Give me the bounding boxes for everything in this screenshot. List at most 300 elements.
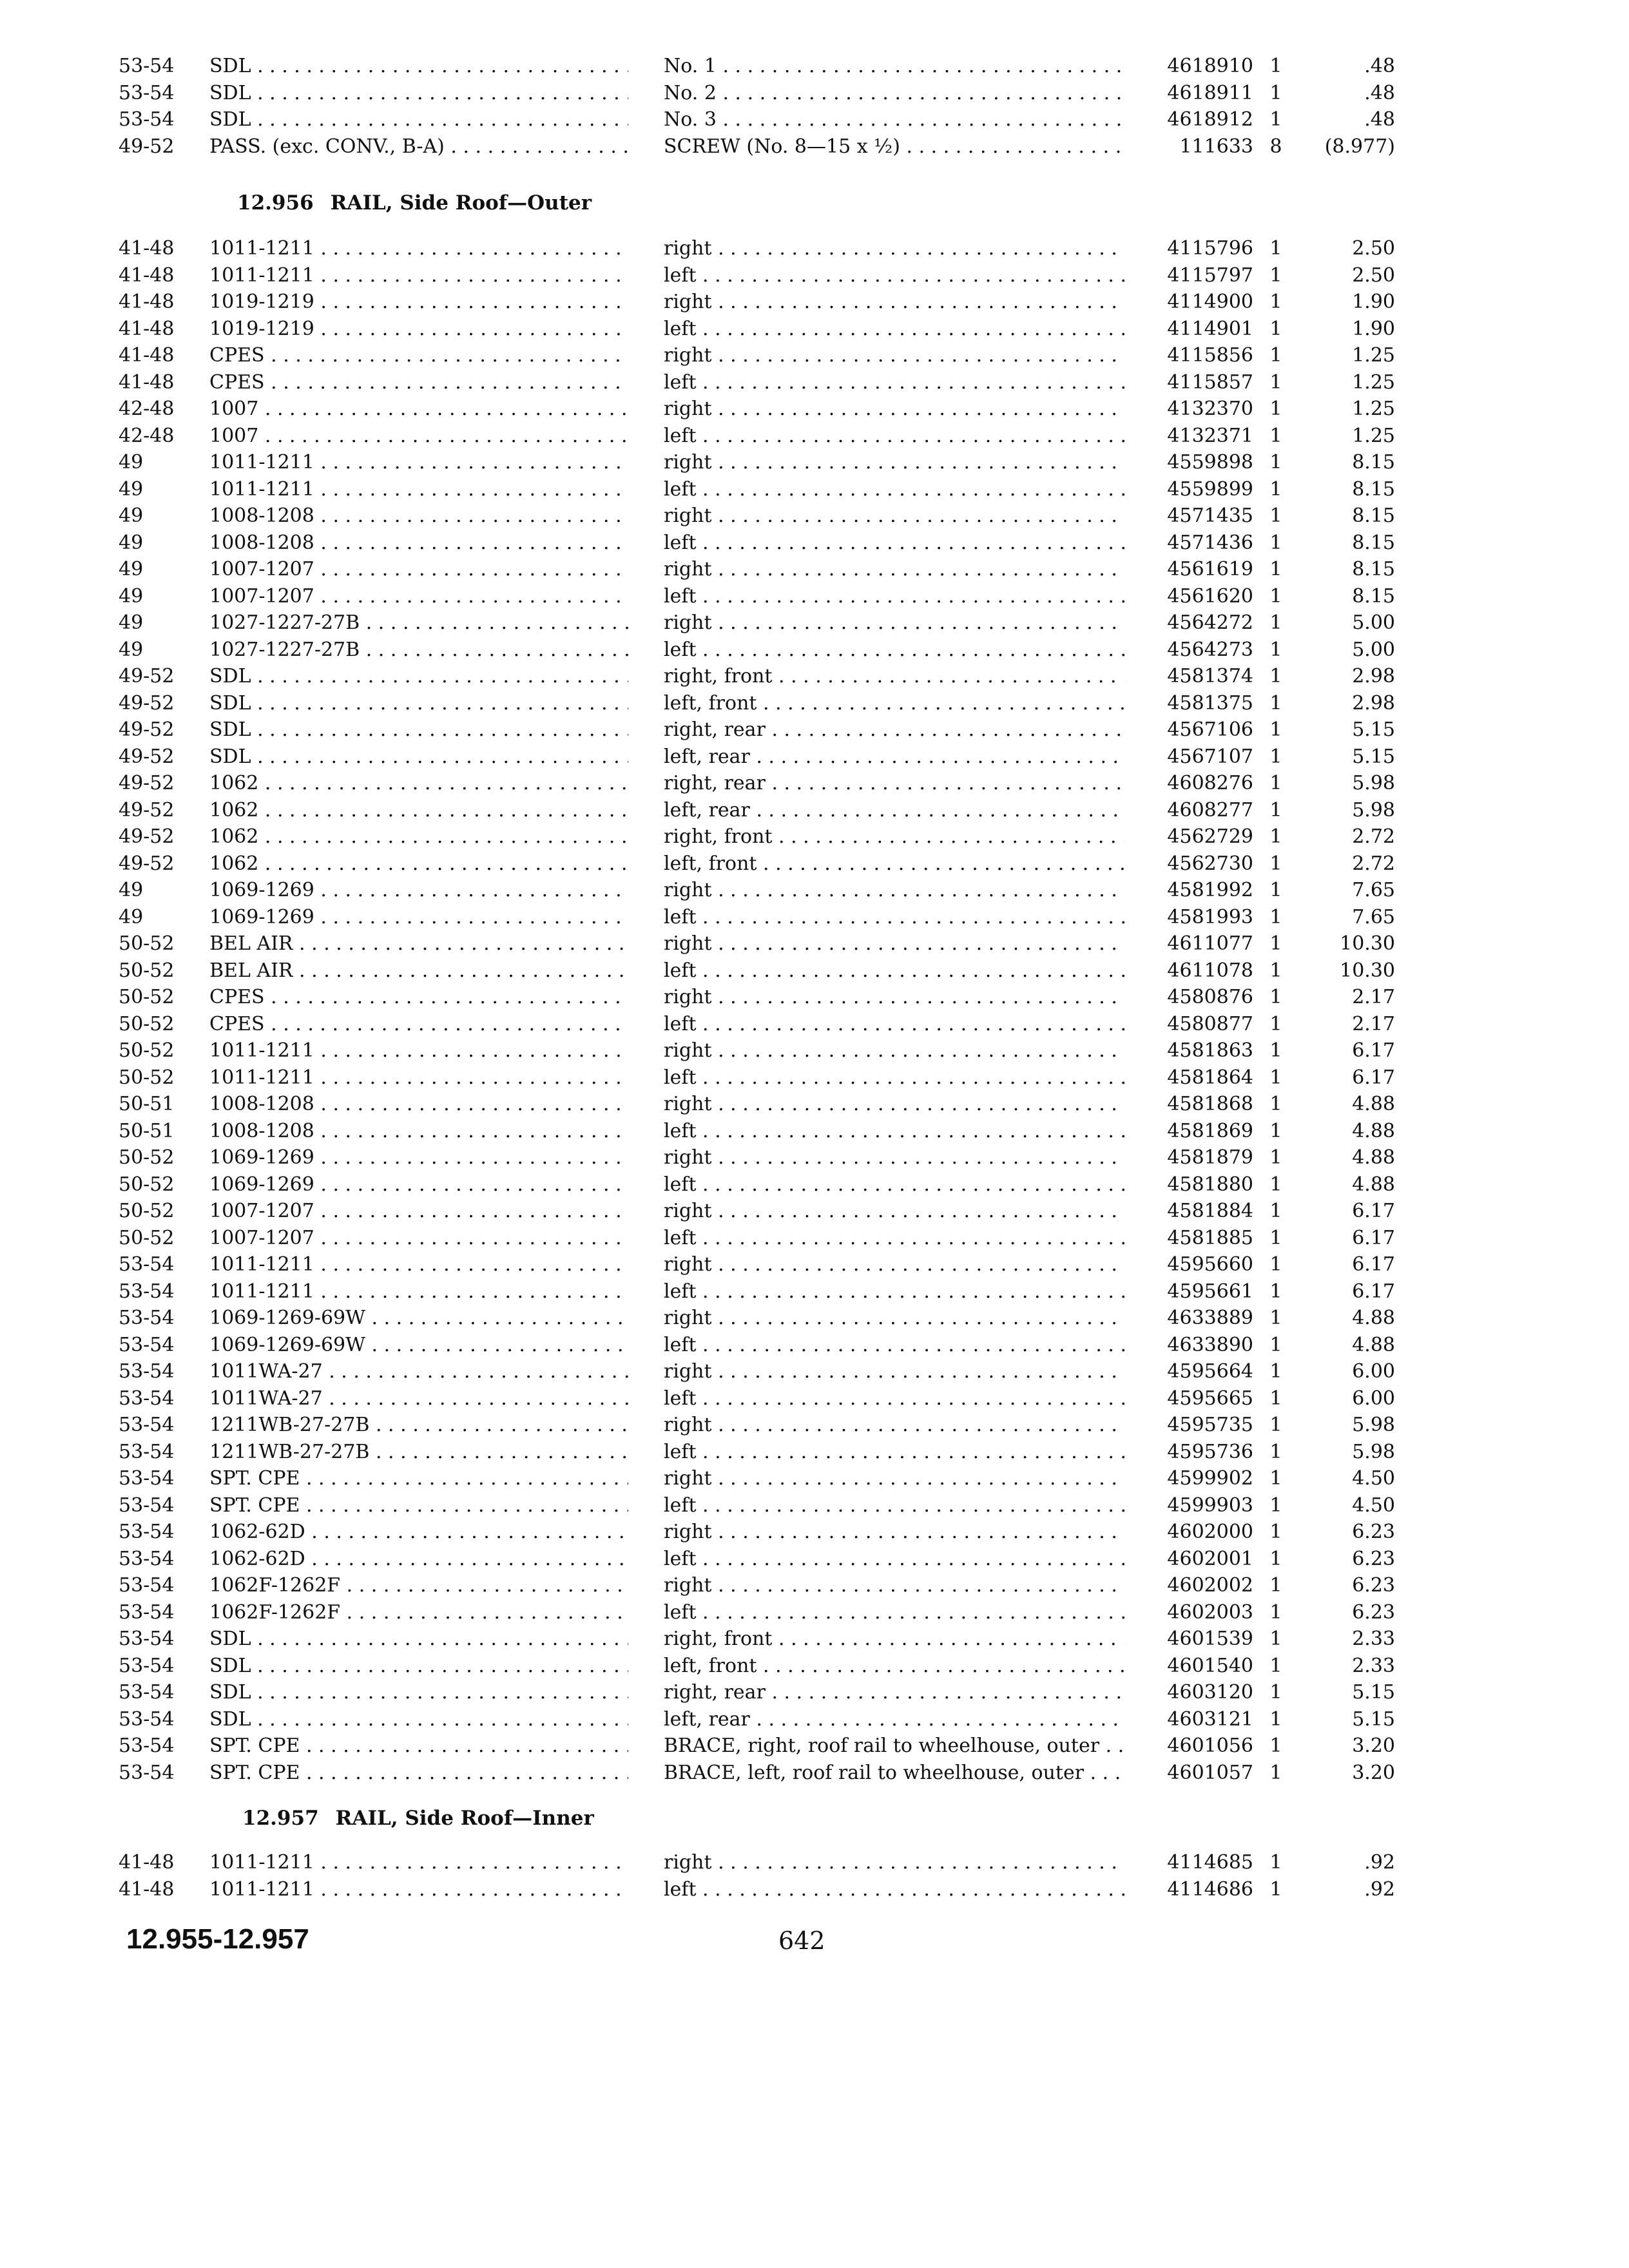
model-cell: CPES . . . [209, 369, 628, 396]
quantity-cell: 1 [1269, 959, 1282, 982]
description-cell: left . . . [664, 1385, 1124, 1412]
price-cell: 6.23 [1352, 1521, 1395, 1543]
description-cell: left . . . [664, 1011, 1124, 1038]
quantity-cell: 1 [1269, 398, 1282, 420]
year-cell: 49 [119, 584, 144, 608]
quantity-cell: 1 [1269, 1707, 1282, 1731]
quantity-cell: 1 [1269, 638, 1282, 661]
quantity-cell: 1 [1269, 531, 1282, 554]
description-cell: left . . . [664, 1225, 1124, 1252]
description-cell: left . . . [664, 1492, 1124, 1519]
quantity-cell: 1 [1269, 237, 1282, 260]
part-number-cell: 4618912 [1167, 108, 1253, 131]
description-cell: left, rear . . . [664, 744, 1124, 771]
quantity-cell: 1 [1269, 1574, 1282, 1597]
year-cell: 49 [119, 451, 144, 474]
part-number-cell: 4581374 [1167, 665, 1253, 687]
inner-rows [0, 1849, 1629, 1903]
price-cell: 1.25 [1352, 344, 1395, 367]
price-cell: 5.98 [1352, 798, 1395, 822]
table-row [0, 1760, 1629, 1787]
section-title: RAIL, Side Roof—Inner [335, 1807, 594, 1830]
quantity-cell: 1 [1269, 1119, 1282, 1142]
price-cell: 5.00 [1352, 638, 1395, 661]
quantity-cell: 1 [1269, 1039, 1282, 1062]
quantity-cell: 1 [1269, 370, 1282, 394]
part-number-cell: 4581880 [1167, 1173, 1253, 1196]
year-cell: 50-51 [119, 1119, 175, 1142]
part-number-cell: 4564273 [1167, 638, 1253, 661]
table-row [0, 262, 1629, 289]
year-cell: 53-54 [119, 108, 175, 131]
part-number-cell: 4633889 [1167, 1307, 1253, 1329]
price-cell: 6.17 [1352, 1253, 1395, 1276]
year-cell: 41-48 [119, 237, 175, 260]
description-cell: right . . . [664, 984, 1124, 1011]
description-cell: left . . . [664, 1439, 1124, 1466]
part-number-cell: 4114686 [1167, 1878, 1253, 1901]
part-number-cell: 4567106 [1167, 718, 1253, 741]
section-title: RAIL, Side Roof—Outer [330, 191, 592, 215]
section-heading-outer [237, 191, 592, 215]
description-cell: left . . . [664, 1171, 1124, 1198]
year-cell: 53-54 [119, 55, 175, 77]
description-cell: left . . . [664, 1118, 1124, 1145]
model-cell: 1008-1208 . . . [209, 1118, 628, 1145]
price-cell: 5.98 [1352, 772, 1395, 794]
model-cell: 1011-1211 . . . [209, 1251, 628, 1278]
part-number-cell: 4602002 [1167, 1574, 1253, 1597]
year-cell: 49-52 [119, 665, 175, 687]
price-cell: 7.65 [1352, 879, 1395, 901]
quantity-cell: 1 [1269, 905, 1282, 928]
year-cell: 49 [119, 477, 144, 501]
part-number-cell: 4595736 [1167, 1440, 1253, 1463]
description-cell: No. 2 . . . [664, 80, 1124, 107]
model-cell: 1069-1269 . . . [209, 1171, 628, 1198]
year-cell: 49-52 [119, 772, 175, 794]
description-cell: left . . . [664, 1546, 1124, 1573]
year-cell: 49-52 [119, 825, 175, 848]
table-row [0, 503, 1629, 530]
description-cell: left . . . [664, 583, 1124, 610]
price-cell: 5.00 [1352, 611, 1395, 634]
model-cell: 1062 . . . [209, 797, 628, 824]
price-cell: 3.20 [1352, 1735, 1395, 1757]
model-cell: 1211WB-27-27B . . . [209, 1439, 628, 1466]
table-row [0, 1599, 1629, 1626]
table-row [0, 1626, 1629, 1653]
table-row [0, 106, 1629, 133]
model-cell: PASS. (exc. CONV., B-A) . . . [209, 133, 628, 160]
table-row [0, 1706, 1629, 1733]
section-number: 12.956 [237, 191, 314, 215]
part-number-cell: 4595660 [1167, 1253, 1253, 1276]
model-cell: SDL . . . [209, 1626, 628, 1653]
part-number-cell: 4581993 [1167, 905, 1253, 928]
quantity-cell: 1 [1269, 291, 1282, 313]
year-cell: 49 [119, 905, 144, 928]
part-number-cell: 4599902 [1167, 1467, 1253, 1490]
table-row [0, 1198, 1629, 1225]
quantity-cell: 1 [1269, 745, 1282, 768]
part-number-cell: 4601540 [1167, 1654, 1253, 1677]
price-cell: 8.15 [1352, 558, 1395, 581]
table-row [0, 957, 1629, 985]
year-cell: 50-52 [119, 1226, 175, 1249]
quantity-cell: 1 [1269, 718, 1282, 741]
part-number-cell: 4603121 [1167, 1707, 1253, 1731]
description-cell: right . . . [664, 342, 1124, 369]
part-number-cell: 4601539 [1167, 1628, 1253, 1650]
price-cell: 10.30 [1340, 932, 1395, 955]
part-number-cell: 4581884 [1167, 1200, 1253, 1222]
table-row [0, 1876, 1629, 1903]
year-cell: 53-54 [119, 1307, 175, 1329]
table-row [0, 1118, 1629, 1145]
year-cell: 49-52 [119, 691, 175, 715]
section-heading-inner [242, 1807, 594, 1830]
price-cell: 5.15 [1352, 1681, 1395, 1704]
description-cell: left, rear . . . [664, 797, 1124, 824]
part-number-cell: 4571435 [1167, 505, 1253, 527]
year-cell: 50-52 [119, 1173, 175, 1196]
price-cell: 5.15 [1352, 1707, 1395, 1731]
year-cell: 53-54 [119, 1387, 175, 1410]
part-number-cell: 4633890 [1167, 1333, 1253, 1356]
quantity-cell: 1 [1269, 1333, 1282, 1356]
quantity-cell: 1 [1269, 584, 1282, 608]
model-cell: 1011-1211 . . . [209, 1037, 628, 1064]
part-number-cell: 4561620 [1167, 584, 1253, 608]
model-cell: 1019-1219 . . . [209, 289, 628, 316]
price-cell: 2.33 [1352, 1628, 1395, 1650]
year-cell: 41-48 [119, 317, 175, 340]
description-cell: left . . . [664, 369, 1124, 396]
model-cell: 1062 . . . [209, 823, 628, 850]
table-row [0, 1849, 1629, 1876]
price-cell: 8.15 [1352, 531, 1395, 554]
part-number-cell: 4602000 [1167, 1521, 1253, 1543]
price-cell: 6.23 [1352, 1574, 1395, 1597]
year-cell: 53-54 [119, 1333, 175, 1356]
description-cell: right . . . [664, 877, 1124, 904]
table-row [0, 1492, 1629, 1519]
part-number-cell: 4567107 [1167, 745, 1253, 768]
year-cell: 53-54 [119, 1494, 175, 1517]
description-cell: No. 1 . . . [664, 53, 1124, 80]
description-cell: right, rear . . . [664, 1679, 1124, 1706]
year-cell: 53-54 [119, 1414, 175, 1436]
quantity-cell: 1 [1269, 798, 1282, 822]
year-cell: 53-54 [119, 1440, 175, 1463]
description-cell: right . . . [664, 1358, 1124, 1385]
quantity-cell: 1 [1269, 505, 1282, 527]
year-cell: 50-52 [119, 932, 175, 955]
price-cell: 3.20 [1352, 1761, 1395, 1784]
price-cell: 1.25 [1352, 370, 1395, 394]
price-cell: 4.88 [1352, 1173, 1395, 1196]
table-row [0, 984, 1629, 1011]
model-cell: SDL . . . [209, 716, 628, 744]
table-row [0, 449, 1629, 476]
table-row [0, 1171, 1629, 1198]
part-number-cell: 4571436 [1167, 531, 1253, 554]
price-cell: 5.98 [1352, 1440, 1395, 1463]
quantity-cell: 1 [1269, 317, 1282, 340]
description-cell: right . . . [664, 930, 1124, 957]
year-cell: 53-54 [119, 81, 175, 104]
price-cell: 2.50 [1352, 264, 1395, 287]
description-cell: left . . . [664, 957, 1124, 985]
part-number-cell: 4115796 [1167, 237, 1253, 260]
quantity-cell: 1 [1269, 1360, 1282, 1383]
price-cell: .92 [1364, 1878, 1395, 1901]
part-number-cell: 4132370 [1167, 398, 1253, 420]
table-row [0, 1332, 1629, 1359]
quantity-cell: 1 [1269, 691, 1282, 715]
description-cell: left . . . [664, 1064, 1124, 1091]
year-cell: 50-52 [119, 1066, 175, 1089]
model-cell: SPT. CPE . . . [209, 1760, 628, 1787]
price-cell: 1.25 [1352, 398, 1395, 420]
price-cell: 10.30 [1340, 959, 1395, 982]
quantity-cell: 1 [1269, 1735, 1282, 1757]
description-cell: right . . . [664, 610, 1124, 637]
model-cell: 1062F-1262F . . . [209, 1572, 628, 1599]
section-number: 12.957 [242, 1807, 319, 1830]
description-cell: right . . . [664, 1091, 1124, 1118]
table-row [0, 476, 1629, 503]
price-cell: 6.00 [1352, 1360, 1395, 1383]
table-row [0, 53, 1629, 80]
table-row [0, 1358, 1629, 1385]
price-cell: 8.15 [1352, 477, 1395, 501]
model-cell: SDL . . . [209, 690, 628, 717]
model-cell: 1007 . . . [209, 396, 628, 423]
description-cell: left . . . [664, 262, 1124, 289]
description-cell: left . . . [664, 637, 1124, 664]
quantity-cell: 1 [1269, 264, 1282, 287]
description-cell: left . . . [664, 316, 1124, 343]
quantity-cell: 1 [1269, 611, 1282, 634]
description-cell: right . . . [664, 1412, 1124, 1439]
description-cell: right, rear . . . [664, 770, 1124, 797]
table-row [0, 1037, 1629, 1064]
year-cell: 50-52 [119, 986, 175, 1008]
part-number-cell: 4559899 [1167, 477, 1253, 501]
model-cell: 1011-1211 . . . [209, 235, 628, 262]
model-cell: CPES . . . [209, 342, 628, 369]
price-cell: 2.98 [1352, 691, 1395, 715]
model-cell: 1069-1269 . . . [209, 877, 628, 904]
part-number-cell: 4618911 [1167, 81, 1253, 104]
table-row [0, 556, 1629, 583]
quantity-cell: 1 [1269, 1494, 1282, 1517]
quantity-cell: 1 [1269, 932, 1282, 955]
quantity-cell: 1 [1269, 1253, 1282, 1276]
price-cell: 4.88 [1352, 1146, 1395, 1169]
year-cell: 53-54 [119, 1761, 175, 1784]
model-cell: SDL . . . [209, 663, 628, 690]
part-number-cell: 4564272 [1167, 611, 1253, 634]
quantity-cell: 1 [1269, 1414, 1282, 1436]
year-cell: 50-52 [119, 1146, 175, 1169]
price-cell: 2.50 [1352, 237, 1395, 260]
table-row [0, 423, 1629, 450]
price-cell: 4.88 [1352, 1333, 1395, 1356]
part-number-cell: 4581869 [1167, 1119, 1253, 1142]
part-number-cell: 4602001 [1167, 1547, 1253, 1570]
model-cell: 1069-1269-69W . . . [209, 1305, 628, 1332]
year-cell: 50-52 [119, 1039, 175, 1062]
part-number-cell: 4114901 [1167, 317, 1253, 340]
description-cell: right . . . [664, 1572, 1124, 1599]
price-cell: 8.15 [1352, 505, 1395, 527]
table-row [0, 80, 1629, 107]
model-cell: 1011-1211 . . . [209, 1849, 628, 1876]
year-cell: 49 [119, 505, 144, 527]
model-cell: 1069-1269-69W . . . [209, 1332, 628, 1359]
year-cell: 41-48 [119, 1851, 175, 1874]
model-cell: CPES . . . [209, 1011, 628, 1038]
year-cell: 41-48 [119, 264, 175, 287]
quantity-cell: 1 [1269, 852, 1282, 875]
part-number-cell: 4602003 [1167, 1600, 1253, 1624]
quantity-cell: 1 [1269, 1226, 1282, 1249]
part-number-cell: 4599903 [1167, 1494, 1253, 1517]
quantity-cell: 1 [1269, 1851, 1282, 1874]
description-cell: left . . . [664, 476, 1124, 503]
year-cell: 50-52 [119, 959, 175, 982]
model-cell: 1211WB-27-27B . . . [209, 1412, 628, 1439]
table-row [0, 930, 1629, 957]
year-cell: 53-54 [119, 1467, 175, 1490]
model-cell: 1069-1269 . . . [209, 1144, 628, 1171]
model-cell: SDL . . . [209, 1679, 628, 1706]
year-cell: 53-54 [119, 1681, 175, 1704]
part-number-cell: 4608277 [1167, 798, 1253, 822]
year-cell: 49 [119, 638, 144, 661]
description-cell: right, front . . . [664, 663, 1124, 690]
table-row [0, 1439, 1629, 1466]
quantity-cell: 1 [1269, 1600, 1282, 1624]
description-cell: left . . . [664, 1332, 1124, 1359]
part-number-cell: 4608276 [1167, 772, 1253, 794]
price-cell: 6.17 [1352, 1066, 1395, 1089]
description-cell: right . . . [664, 235, 1124, 262]
model-cell: SDL . . . [209, 744, 628, 771]
price-cell: 2.17 [1352, 1012, 1395, 1035]
table-row [0, 1653, 1629, 1680]
price-cell: 6.17 [1352, 1280, 1395, 1303]
price-cell: .48 [1364, 108, 1395, 131]
model-cell: 1011WA-27 . . . [209, 1385, 628, 1412]
description-cell: No. 3 . . . [664, 106, 1124, 133]
year-cell: 53-54 [119, 1707, 175, 1731]
price-cell: 7.65 [1352, 905, 1395, 928]
table-row [0, 904, 1629, 931]
description-cell: left . . . [664, 423, 1124, 450]
price-cell: 4.50 [1352, 1467, 1395, 1490]
quantity-cell: 1 [1269, 344, 1282, 367]
model-cell: 1027-1227-27B . . . [209, 610, 628, 637]
year-cell: 53-54 [119, 1735, 175, 1757]
description-cell: right . . . [664, 396, 1124, 423]
description-cell: right . . . [664, 1198, 1124, 1225]
price-cell: 5.15 [1352, 718, 1395, 741]
model-cell: 1011-1211 . . . [209, 1876, 628, 1903]
quantity-cell: 1 [1269, 1146, 1282, 1169]
table-row [0, 1465, 1629, 1492]
part-number-cell: 4581864 [1167, 1066, 1253, 1089]
quantity-cell: 1 [1269, 1440, 1282, 1463]
footer-section-range: 12.955-12.957 [126, 1923, 309, 1955]
table-row [0, 610, 1629, 637]
description-cell: right, rear . . . [664, 716, 1124, 744]
description-cell: left . . . [664, 904, 1124, 931]
model-cell: SPT. CPE . . . [209, 1492, 628, 1519]
year-cell: 53-54 [119, 1521, 175, 1543]
year-cell: 53-54 [119, 1360, 175, 1383]
table-row [0, 1412, 1629, 1439]
price-cell: 4.88 [1352, 1307, 1395, 1329]
quantity-cell: 1 [1269, 1521, 1282, 1543]
price-cell: 6.00 [1352, 1387, 1395, 1410]
price-cell: (8.977) [1324, 135, 1395, 158]
table-row [0, 133, 1629, 160]
part-number-cell: 4601056 [1167, 1735, 1253, 1757]
model-cell: 1007 . . . [209, 423, 628, 450]
description-cell: left, front . . . [664, 1653, 1124, 1680]
quantity-cell: 1 [1269, 1066, 1282, 1089]
part-number-cell: 4581992 [1167, 879, 1253, 901]
model-cell: 1062F-1262F . . . [209, 1599, 628, 1626]
part-number-cell: 4595664 [1167, 1360, 1253, 1383]
description-cell: BRACE, left, roof rail to wheelhouse, outer . . . [664, 1760, 1124, 1787]
model-cell: 1062-62D . . . [209, 1546, 628, 1573]
part-number-cell: 4581375 [1167, 691, 1253, 715]
model-cell: 1062-62D . . . [209, 1519, 628, 1546]
quantity-cell: 1 [1269, 772, 1282, 794]
table-row [0, 1011, 1629, 1038]
model-cell: 1008-1208 . . . [209, 1091, 628, 1118]
description-cell: left . . . [664, 530, 1124, 557]
part-number-cell: 4580877 [1167, 1012, 1253, 1035]
model-cell: SDL . . . [209, 106, 628, 133]
price-cell: 6.23 [1352, 1547, 1395, 1570]
year-cell: 53-54 [119, 1600, 175, 1624]
table-row [0, 1733, 1629, 1760]
part-number-cell: 4595665 [1167, 1387, 1253, 1410]
model-cell: 1069-1269 . . . [209, 904, 628, 931]
description-cell: right . . . [664, 1037, 1124, 1064]
quantity-cell: 1 [1269, 1200, 1282, 1222]
part-number-cell: 4115797 [1167, 264, 1253, 287]
table-row [0, 235, 1629, 262]
quantity-cell: 1 [1269, 1878, 1282, 1901]
model-cell: SDL . . . [209, 1653, 628, 1680]
description-cell: right . . . [664, 1251, 1124, 1278]
description-cell: right . . . [664, 1305, 1124, 1332]
description-cell: right . . . [664, 1465, 1124, 1492]
price-cell: .48 [1364, 55, 1395, 77]
description-cell: right . . . [664, 556, 1124, 583]
year-cell: 41-48 [119, 370, 175, 394]
table-row [0, 1251, 1629, 1278]
price-cell: 1.90 [1352, 291, 1395, 313]
part-number-cell: 4581868 [1167, 1093, 1253, 1115]
